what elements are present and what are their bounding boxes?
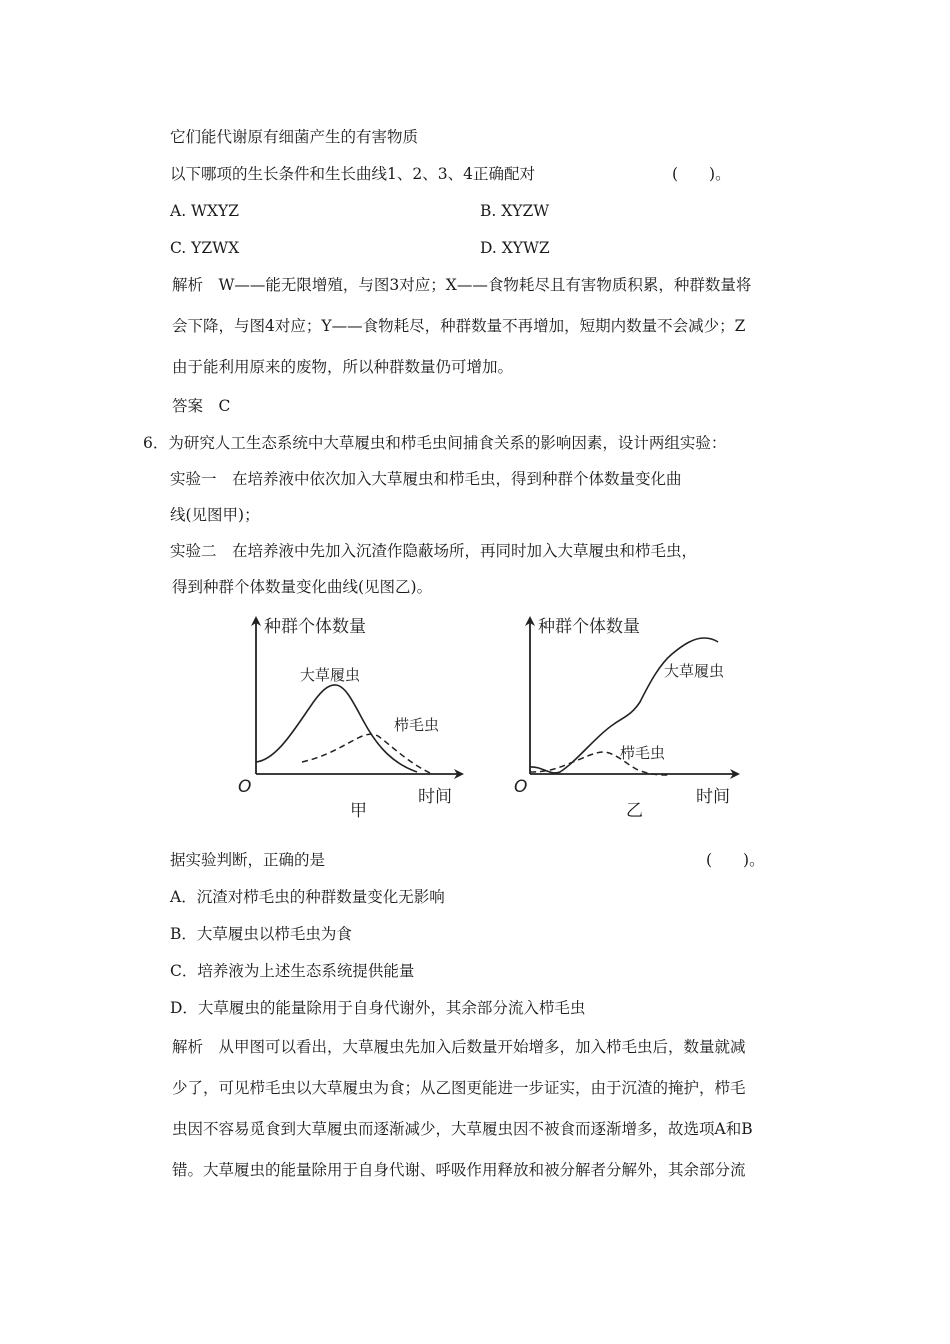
q5-option-d: D. XYWZ (480, 239, 550, 257)
q6-experiment-1-line-1: 实验一 在培养液中依次加入大草履虫和栉毛虫，得到种群个体数量变化曲 (170, 470, 682, 488)
jia-x-label: 时间 (418, 787, 452, 807)
q6-option-a: A．沉渣对栉毛虫的种群数量变化无影响 (170, 888, 445, 906)
q5-option-b: B. XYZW (480, 202, 550, 220)
jia-series-paramecium (256, 685, 417, 772)
jia-label-didinium: 栉毛虫 (394, 716, 440, 734)
yi-x-label: 时间 (696, 787, 730, 807)
q6-analysis-line-1: 解析 从甲图可以看出，大草履虫先加入后数量开始增多，加入栉毛虫后，数量就减 (172, 1038, 746, 1056)
figure-jia (232, 612, 472, 827)
jia-title: 甲 (350, 801, 367, 821)
q5-answer-bracket: ( )。 (672, 165, 731, 183)
q6-analysis-line-4: 错。大草履虫的能量除用于自身代谢、呼吸作用释放和被分解者分解外，其余部分流 (172, 1161, 746, 1179)
yi-title: 乙 (626, 801, 643, 821)
yi-origin-label: O (514, 777, 528, 797)
q6-experiment-2-line-2: 得到种群个体数量变化曲线(见图乙)。 (172, 578, 433, 596)
q6-option-d: D．大草履虫的能量除用于自身代谢外，其余部分流入栉毛虫 (170, 999, 586, 1017)
q6-stem: 6．为研究人工生态系统中大草履虫和栉毛虫间捕食关系的影响因素，设计两组实验： (143, 434, 727, 452)
q6-option-c: C．培养液为上述生态系统提供能量 (170, 962, 415, 980)
q5-analysis-line-3: 由于能利用原来的废物，所以种群数量仍可增加。 (172, 358, 514, 376)
q5-option-a: A. WXYZ (170, 202, 240, 220)
yi-label-paramecium: 大草履虫 (664, 662, 725, 680)
q6-analysis-line-2: 少了，可见栉毛虫以大草履虫为食；从乙图更能进一步证实，由于沉渣的掩护，栉毛 (172, 1079, 746, 1097)
yi-label-didinium: 栉毛虫 (620, 744, 666, 762)
jia-y-label: 种群个体数量 (264, 617, 366, 637)
q5-analysis-line-1: 解析 W——能无限增殖，与图3对应；X——食物耗尽且有害物质积累，种群数量将 (172, 276, 752, 294)
q6-analysis-line-3: 虫因不容易觅食到大草履虫而逐渐减少，大草履虫因不被食而逐渐增多，故选项A和B (172, 1120, 753, 1138)
jia-series-didinium (302, 734, 432, 774)
q6-prompt: 据实验判断，正确的是 (170, 851, 326, 869)
q5-analysis-line-2: 会下降，与图4对应；Y——食物耗尽，种群数量不再增加，短期内数量不会减少；Z (172, 317, 746, 335)
q5-option-c: C. YZWX (170, 239, 240, 257)
yi-y-label: 种群个体数量 (538, 617, 640, 637)
jia-label-paramecium: 大草履虫 (300, 666, 361, 684)
q5-continuation: 它们能代谢原有细菌产生的有害物质 (170, 128, 419, 146)
jia-origin-label: O (238, 777, 252, 797)
q5-prompt: 以下哪项的生长条件和生长曲线1、2、3、4正确配对 (170, 165, 535, 183)
q6-answer-bracket: ( )。 (706, 851, 765, 869)
q5-answer: 答案 C (172, 397, 231, 415)
q6-experiment-1-line-2: 线(见图甲)； (170, 506, 260, 524)
q6-experiment-2-line-1: 实验二 在培养液中先加入沉渣作隐蔽场所，再同时加入大草履虫和栉毛虫， (170, 542, 698, 560)
q6-option-b: B．大草履虫以栉毛虫为食 (170, 925, 352, 943)
figure-yi (510, 612, 745, 827)
